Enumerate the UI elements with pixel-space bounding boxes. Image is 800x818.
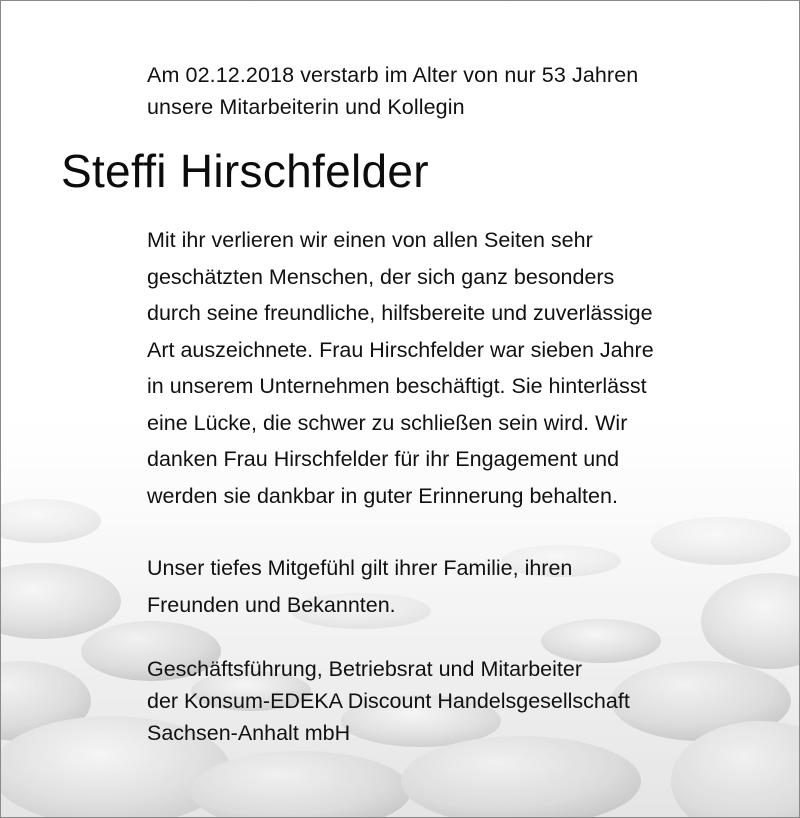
sympathy-text xyxy=(147,550,767,623)
signature-block xyxy=(147,653,767,749)
signature-line: der Konsum-EDEKA Discount Handelsgesellschaft xyxy=(147,689,630,713)
signature-line: Sachsen-Anhalt mbH xyxy=(147,721,351,745)
tribute-line: geschätzten Menschen, der sich ganz besonders xyxy=(147,264,615,289)
tribute-line: in unserem Unternehmen beschäftigt. Sie hinterlässt xyxy=(147,374,647,398)
intro-line: Am 02.12.2018 verstarb im Alter von nur 53 Jahren xyxy=(147,63,639,87)
signature-line: Geschäftsführung, Betriebsrat und Mitarbeiter xyxy=(147,657,582,681)
tribute-line: Mit ihr verlieren wir einen von allen Seiten sehr xyxy=(147,228,593,252)
tribute-line: eine Lücke, die schwer zu schließen sein wird. Wir xyxy=(147,410,628,435)
notice-content xyxy=(1,1,799,817)
deceased-name: Steffi Hirschfelder xyxy=(61,145,429,197)
tribute-line: danken Frau Hirschfelder für ihr Engagement und xyxy=(147,447,620,471)
tribute-line: Art auszeichnete. Frau Hirschfelder war sieben Jahre xyxy=(147,337,654,362)
intro-line: unsere Mitarbeiterin und Kollegin xyxy=(147,95,465,119)
tribute-line: werden sie dankbar in guter Erinnerung behalten. xyxy=(147,483,618,508)
tribute-text xyxy=(147,222,767,514)
intro-text xyxy=(147,59,747,123)
tribute-line: durch seine freundliche, hilfsbereite und zuverlässige xyxy=(147,301,653,325)
sympathy-line: Unser tiefes Mitgefühl gilt ihrer Familie, ihren xyxy=(147,556,573,580)
sympathy-line: Freunden und Bekannten. xyxy=(147,592,396,617)
